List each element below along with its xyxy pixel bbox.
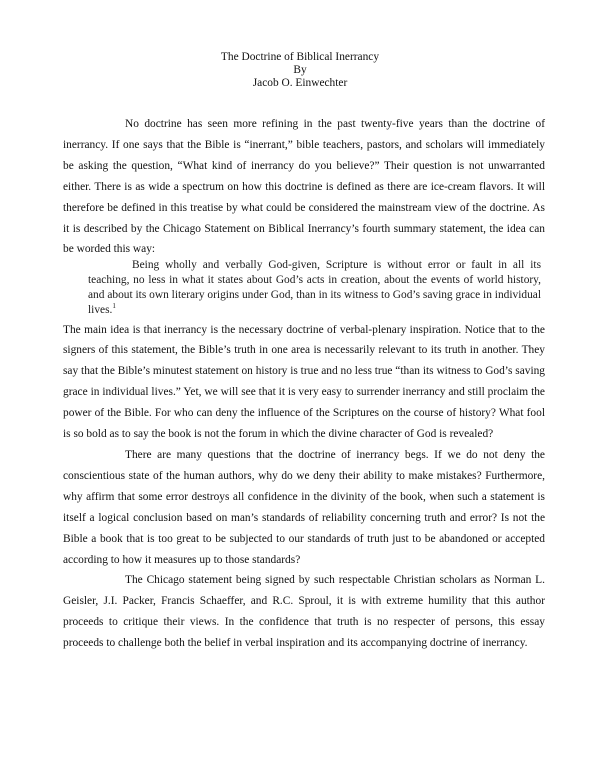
paragraph-1: No doctrine has seen more refining in the past twenty-five years than the doctrine of inerrancy. If one says that the Bible is “inerrant,” bible teachers, pastors, and scholars will immediately be asking the question, “What kind of inerrancy do you believe?” Their question is not unwarranted either. There is as wide a spectrum on how this doctrine is defined as there are ice-cream flavors. It will therefore be defined in this treatise by what could be considered the mainstream view of the doctrine. As it is described by the Chicago Statement on Biblical Inerrancy’s fourth summary statement, the idea can be worded this way:: [63, 118, 545, 256]
author-name: Jacob O. Einwechter: [252, 77, 348, 89]
paragraph-2: The main idea is that inerrancy is the necessary doctrine of verbal-plenary inspiration. Notice that to the signers of this statement, the Bible’s truth in one area is necessarily relevant to its truth in another. They say that the Bible’s minutest statement on history is true and no less true “than its witness to God’s saving grace in individual lives.” Yet, we will see that it is very easy to surrender inerrancy and still proclaim the power of the Bible. For who can deny the influence of the Scriptures on the course of history? What fool is so bold as to say the book is not the forum in which the divine character of God is revealed?: [63, 323, 545, 441]
title-block: [0, 51, 600, 90]
block-quote-text: Being wholly and verbally God-given, Scripture is without error or fault in all its teaching, no less in what it states about God’s acts in creation, about the events of world history, and about its own literary origins under God, than in its witness to God’s saving grace in individual lives.: [88, 259, 541, 316]
byline-by: By: [293, 64, 307, 76]
block-quote: [63, 258, 545, 317]
paragraph-3: There are many questions that the doctrine of inerrancy begs. If we do not deny the conscientious state of the human authors, why do we deny their ability to make mistakes? Furthermore, why affirm that some error destroys all confidence in the divinity of the book, when such a statement is itself a logical conclusion based on man’s standards of reliability concerning truth and error? Is not the Bible a book that is too great to be subjected to our standards of truth just to be abandoned or accepted according to how it measures up to those standards?: [63, 448, 545, 566]
paragraph-4: The Chicago statement being signed by such respectable Christian scholars as Norman L. Geisler, J.I. Packer, Francis Schaeffer, and R.C. Sproul, it is with extreme humility that this author proceeds to critique their views. In the confidence that truth is no respecter of persons, this essay proceeds to challenge both the belief in verbal inspiration and its accompanying doctrine of inerrancy.: [63, 574, 545, 650]
footnote-marker: 1: [112, 301, 116, 310]
body-text: [63, 114, 545, 654]
document-title: The Doctrine of Biblical Inerrancy: [220, 51, 380, 63]
